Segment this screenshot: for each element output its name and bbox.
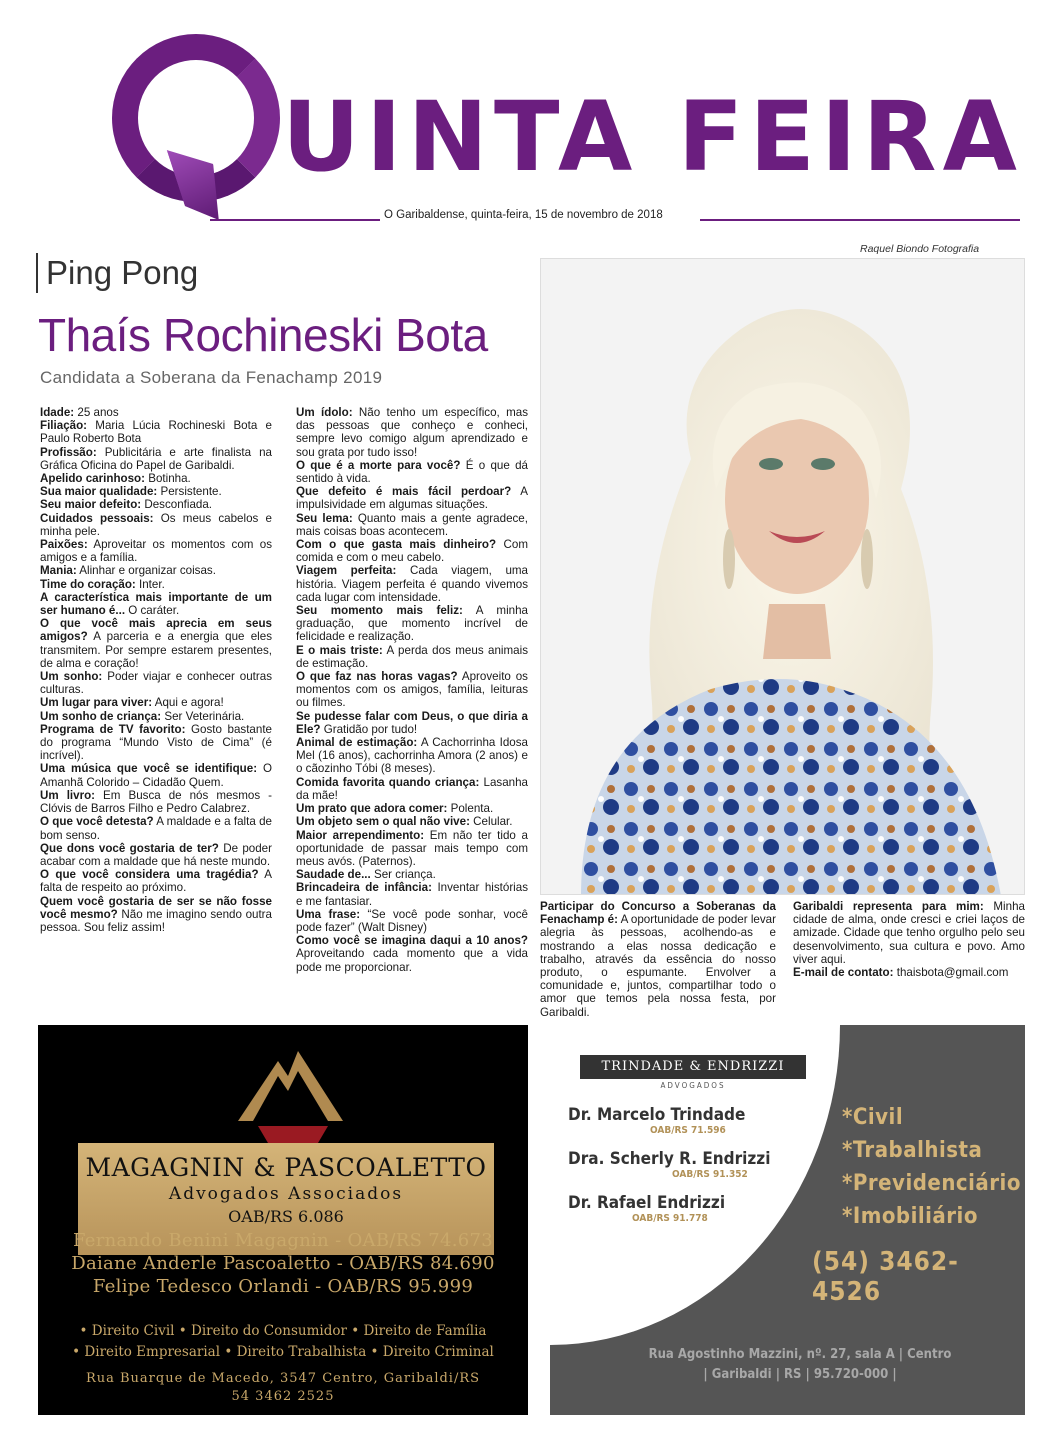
ad-lawyer-oab: OAB/RS 91.352	[672, 1169, 748, 1180]
ad-address-line: | Garibaldi | RS | 95.720-000 |	[703, 1367, 897, 1382]
qa-item	[40, 564, 272, 577]
qa-answer: Persistente.	[157, 485, 222, 499]
article-column-2	[296, 406, 528, 974]
ad-trindade-endrizzi	[550, 1025, 1025, 1415]
qa-item	[296, 485, 528, 511]
ad-address-line: Rua Buarque de Macedo, 3547 Centro, Garibaldi/RS	[85, 1371, 481, 1386]
qa-answer: Quanto mais a gente agradece, mais coisas boas acontecem.	[296, 511, 528, 538]
qa-item	[40, 710, 272, 723]
ad-area-item: *Previdenciário	[842, 1171, 1021, 1196]
ad-lawyer-item: Fernando Benini Magagnin - OAB/RS 74.673	[72, 1230, 494, 1251]
qa-item	[40, 578, 272, 591]
qa-question: Que defeito é mais fácil perdoar?	[296, 485, 512, 499]
qa-item	[40, 762, 272, 788]
ad-area-item: *Civil	[842, 1105, 904, 1130]
qa-question: O que você considera uma tragédia?	[40, 868, 259, 882]
qa-item	[40, 789, 272, 815]
qa-answer: Os meus cabelos e minha pele.	[40, 511, 272, 538]
qa-item	[296, 406, 528, 459]
qa-question: Um sonho:	[40, 670, 103, 684]
qa-item	[40, 406, 272, 419]
ad-phone: (54) 3462-4526	[812, 1247, 959, 1307]
masthead	[0, 0, 1058, 240]
qa-answer: Inter.	[135, 577, 165, 591]
qa-item	[40, 815, 272, 841]
ad-magagnin-pascoaletto	[38, 1025, 528, 1415]
qa-item	[296, 881, 528, 907]
qa-item	[40, 419, 272, 445]
ad-logo-subtitle: ADVOGADOS	[660, 1081, 726, 1090]
qa-question: Quem você gostaria de ser se não fosse você mesmo?	[40, 894, 272, 921]
qa-answer: A impulsividade em algumas situações.	[296, 485, 528, 512]
qa-item	[296, 736, 528, 776]
qa-answer: De poder acabar com a maldade que há neste mundo.	[40, 841, 272, 868]
qa-item	[40, 446, 272, 472]
ad-lawyer-oab: OAB/RS 71.596	[650, 1125, 726, 1136]
qa-answer: Lasanha da mãe!	[296, 775, 528, 802]
qa-item	[296, 934, 528, 974]
qa-answer: Inventar histórias e me fantasiar.	[296, 881, 528, 908]
qa-item	[40, 485, 272, 498]
ad-firm-oab: OAB/RS 6.086	[228, 1207, 344, 1226]
qa-answer: Celular.	[469, 815, 513, 829]
dateline: O Garibaldense, quinta-feira, 15 de novembro de 2018	[384, 209, 663, 221]
qa-question: Sua maior qualidade:	[40, 485, 158, 499]
qa-item	[296, 908, 528, 934]
qa-answer: Botinha.	[145, 472, 191, 486]
portrait-illustration	[541, 259, 1025, 895]
article-column-3	[540, 900, 776, 1019]
qa-question: Programa de TV favorito:	[40, 722, 186, 736]
qa-answer: Polenta.	[447, 802, 494, 816]
qa-question: Viagem perfeita:	[296, 564, 397, 578]
qa-question: Cuidados pessoais:	[40, 511, 154, 525]
qa-item	[40, 617, 272, 670]
qa-answer: Não tenho um específico, mas das pessoas que conheço e conheci, sempre levo comigo algum aprendizado e sou grata por tudo isso!	[296, 406, 528, 459]
ad-phone: 54 3462 2525	[231, 1389, 335, 1404]
qa-item	[40, 723, 272, 763]
ad-lawyer-name: Dra. Scherly R. Endrizzi	[568, 1149, 771, 1169]
qa-answer: A falta de respeito ao próximo.	[40, 868, 272, 895]
qa-item	[40, 591, 272, 617]
qa-item	[296, 710, 528, 736]
qa-answer: O Amanhã Colorido – Cidadão Quem.	[40, 762, 272, 789]
ad-address-line: Rua Agostinho Mazzini, nº. 27, sala A | Centro	[648, 1347, 952, 1362]
qa-question: Garibaldi representa para mim:	[793, 900, 984, 913]
qa-answer: O caráter.	[125, 604, 180, 618]
qa-item	[40, 512, 272, 538]
qa-answer: É o que dá sentido à vida.	[296, 458, 528, 486]
qa-item	[793, 900, 1025, 966]
qa-answer: Em não ter tido a oportunidade de passar mais tempo com meus avós. (Paternos).	[296, 828, 529, 868]
qa-answer: Com comida e com o meu cabelo.	[296, 538, 528, 565]
qa-item	[296, 564, 528, 604]
qa-question: Participar do Concurso a Soberanas da Fenachamp é:	[540, 900, 776, 927]
qa-question: E-mail de contato:	[793, 966, 894, 980]
qa-answer: A perda dos meus animais de estimação.	[296, 643, 528, 670]
ad-lawyer-item: Daiane Anderle Pascoaletto - OAB/RS 84.690	[71, 1253, 495, 1274]
ad-area-item: *Imobiliário	[842, 1204, 978, 1229]
qa-answer: Em Busca de nós mesmos - Clóvis de Barros Filho e Pedro Calabrez.	[40, 788, 272, 816]
qa-question: Maior arrependimento:	[296, 828, 425, 842]
qa-item	[296, 644, 528, 670]
qa-question: Um prato que adora comer:	[296, 802, 448, 816]
qa-question: Seu lema:	[296, 511, 353, 525]
qa-answer: A maldade e a falta de bom senso.	[40, 815, 272, 842]
ad-lawyer-oab: OAB/RS 91.778	[632, 1213, 708, 1224]
photo-credit: Raquel Biondo Fotografia	[860, 243, 980, 255]
ad-lawyer-list	[58, 1229, 508, 1298]
qa-question: Profissão:	[40, 445, 97, 459]
qa-question: Com o que gasta mais dinheiro?	[296, 538, 497, 552]
qa-answer: Aproveitar os momentos com os amigos e a família.	[40, 538, 272, 565]
qa-question: Um livro:	[40, 788, 96, 802]
qa-answer: Alinhar e organizar coisas.	[76, 564, 216, 578]
ad-practice-areas	[58, 1321, 508, 1363]
qa-answer: Desconfiada.	[141, 498, 213, 512]
masthead-title: UINTA FEIRA	[282, 81, 1023, 193]
qa-question: Que dons você gostaria de ter?	[40, 841, 219, 855]
qa-question: Filiação:	[40, 419, 88, 433]
qa-question: Um sonho de criança:	[40, 709, 162, 723]
qa-answer: A oportunidade de poder levar alegria às pessoas, acolhendo-as e mostrando a elas nossa dedicação e trabalho, através da essência do nosso produto, o espumante. Envolver a comunidade e, juntos, compartilhar todo o amor que temos pela nossa festa, por Garibaldi.	[540, 913, 776, 1019]
qa-item	[40, 670, 272, 696]
qa-item	[296, 829, 528, 869]
qa-answer: thaisbota@gmail.com	[893, 966, 1009, 980]
qa-question: A característica mais importante de um ser humano é...	[40, 590, 272, 618]
masthead-rule-right	[700, 219, 1020, 221]
qa-question: Como você se imagina daqui a 10 anos?	[296, 934, 528, 948]
qa-item	[40, 498, 272, 511]
qa-answer: Cada viagem, uma história. Viagem perfeita é quando vivemos cada lugar com intensidade.	[296, 564, 529, 604]
qa-question: O que você detesta?	[40, 815, 154, 829]
ad-areas-line: • Direito Empresarial • Direito Trabalhista • Direito Criminal	[72, 1344, 494, 1360]
qa-item	[793, 966, 1025, 979]
qa-item	[40, 696, 272, 709]
qa-question: Comida favorita quando criança:	[296, 775, 480, 789]
qa-item	[296, 604, 528, 644]
ad-lawyer-name: Dr. Rafael Endrizzi	[568, 1193, 726, 1213]
masthead-rule-left	[210, 219, 380, 221]
qa-answer: Poder viajar e conhecer outras culturas.	[40, 670, 272, 697]
qa-answer: A parceria e a energia que eles transmitem. Por sempre estarem presentes, de alma e coração!	[40, 630, 272, 670]
ad-lawyer-name: Dr. Marcelo Trindade	[568, 1105, 746, 1125]
qa-item	[296, 776, 528, 802]
qa-question: Uma frase:	[296, 907, 361, 921]
qa-answer: Gosto bastante do programa “Mundo Visto de Cima” (é incrível).	[40, 722, 272, 763]
ad-logo: TRINDADE & ENDRIZZI	[580, 1055, 806, 1079]
ad-lawyer-item: Felipe Tedesco Orlandi - OAB/RS 95.999	[92, 1276, 474, 1297]
qa-answer: 25 anos	[74, 406, 119, 419]
article-subtitle: Candidata a Soberana da Fenachamp 2019	[40, 368, 383, 387]
qa-question: Animal de estimação:	[296, 736, 418, 750]
ad-area-item: *Trabalhista	[842, 1138, 983, 1163]
ad-address	[58, 1370, 508, 1406]
qa-question: O que é a morte para você?	[296, 458, 461, 472]
qa-item	[296, 868, 528, 881]
qa-question: Brincadeira de infância:	[296, 881, 432, 895]
ad-areas-line: • Direito Civil • Direito do Consumidor • Direito de Família	[79, 1323, 487, 1339]
qa-answer: A minha graduação, que momento incrível de felicidade e realização.	[296, 604, 528, 644]
qa-question: Um lugar para viver:	[40, 696, 153, 710]
qa-item	[40, 538, 272, 564]
qa-question: O que faz nas horas vagas?	[296, 670, 458, 684]
qa-item	[296, 459, 528, 485]
qa-question: Time do coração:	[40, 577, 136, 591]
qa-question: Idade:	[40, 406, 75, 419]
qa-item	[296, 512, 528, 538]
qa-question: Um objeto sem o qual não vive:	[296, 815, 470, 829]
section-name: Ping Pong	[36, 253, 198, 293]
article-column-4	[793, 900, 1025, 979]
qa-answer: Gratidão por tudo!	[320, 722, 418, 736]
qa-answer: Publicitária e arte finalista na Gráfica Oficina do Papel de Garibaldi.	[40, 445, 272, 472]
qa-answer: Aproveito os momentos com os amigos, família, leituras ou filmes.	[296, 670, 528, 710]
qa-question: E o mais triste:	[296, 643, 383, 657]
qa-answer: Aqui e agora!	[152, 696, 224, 710]
qa-answer: Ser criança.	[370, 868, 436, 882]
qa-question: Paixões:	[40, 538, 88, 552]
qa-question: Saudade de...	[296, 868, 371, 882]
article-title: Thaís Rochineski Bota	[38, 309, 488, 361]
qa-item	[296, 815, 528, 828]
ad-practice-areas	[842, 1101, 1021, 1233]
article-column-1	[40, 406, 272, 934]
qa-answer: Aproveitando cada momento que a vida pode me proporcionar.	[296, 947, 528, 974]
qa-question: Seu maior defeito:	[40, 498, 142, 512]
qa-answer: Maria Lúcia Rochineski Bota e Paulo Roberto Bota	[40, 419, 272, 446]
qa-item	[40, 868, 272, 894]
qa-question: O que você mais aprecia em seus amigos?	[40, 617, 272, 644]
qa-item	[296, 670, 528, 710]
qa-item	[40, 472, 272, 485]
qa-question: Um ídolo:	[296, 406, 353, 419]
qa-item	[296, 802, 528, 815]
qa-question: Seu momento mais feliz:	[296, 604, 463, 618]
mountain-logo-icon	[218, 1031, 358, 1151]
qa-item	[40, 895, 272, 935]
qa-answer: Ser Veterinária.	[161, 709, 245, 723]
qa-answer: Minha cidade de alma, onde cresci e criei laços de amizade. Cidade que tenho orgulho pelo seu desenvolvimento, sua cultura e povo. Amo viver aqui.	[793, 900, 1025, 966]
qa-answer: Não me imagino sendo outra pessoa. Sou feliz assim!	[40, 907, 272, 934]
qa-question: Se pudesse falar com Deus, o que diria a Ele?	[296, 709, 528, 736]
qa-item	[540, 900, 776, 1019]
ad-firm-name: MAGAGNIN & PASCOALETTO	[85, 1153, 487, 1182]
qa-question: Mania:	[40, 564, 77, 578]
qa-answer: “Se você pode sonhar, você pode fazer” (Walt Disney)	[296, 907, 528, 934]
ad-address	[610, 1345, 990, 1385]
qa-question: Uma música que você se identifique:	[40, 762, 258, 776]
qa-question: Apelido carinhoso:	[40, 472, 145, 486]
ad-firm-subtitle: Advogados Associados	[168, 1184, 404, 1204]
qa-item	[296, 538, 528, 564]
qa-item	[40, 842, 272, 868]
qa-answer: A Cachorrinha Idosa Mel (16 anos), cachorrinha Amora (2 anos) e o cãozinho Tóbi (8 meses).	[296, 736, 528, 776]
portrait-photo	[540, 258, 1025, 895]
